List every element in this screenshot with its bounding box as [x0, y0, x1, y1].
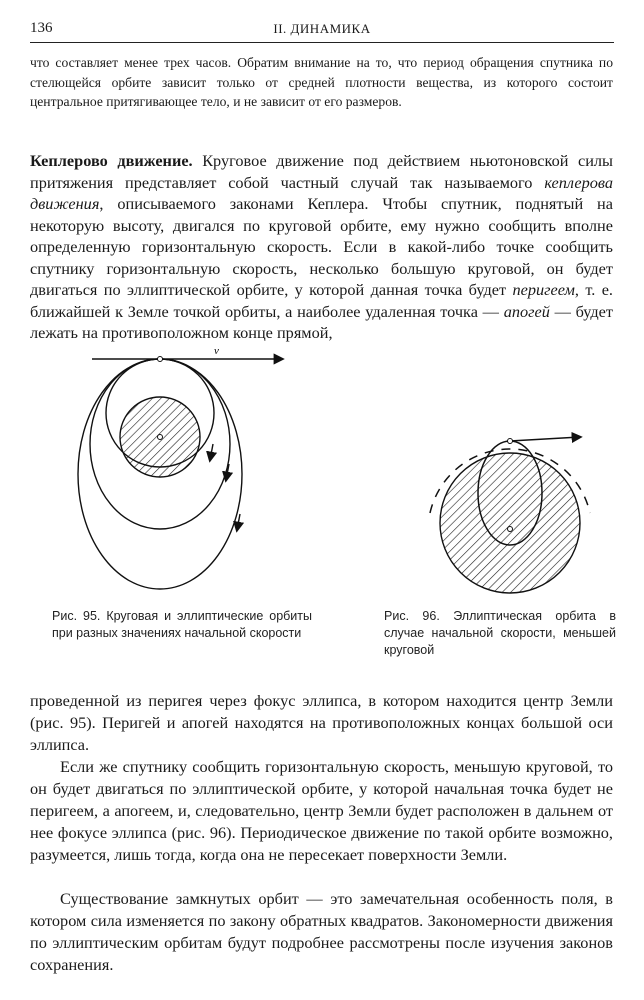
intro-paragraph: что составляет менее трех часов. Обратим внимание на то, что период обращения спутника по стелющейся орбите зависит только от средней плотности вещества, из которого состоит центральное притягивающее тело, и не зависит от его размеров.	[30, 55, 613, 109]
figure-96-diagram	[420, 428, 600, 598]
kepler-heading: Кеплерово движение.	[30, 151, 193, 170]
earth-disk	[440, 453, 580, 593]
kepler-text-4: — будет лежать на противоположном конце прямой,	[30, 301, 613, 342]
orbit-direction-arrow-1	[210, 444, 213, 460]
kepler-text-3: , т. е. ближайшей к Земле точкой орбиты, а наиболее удаленная точка —	[30, 280, 614, 321]
velocity-label: v	[214, 345, 219, 357]
page-number: 136	[30, 20, 53, 36]
kepler-paragraph	[30, 150, 613, 344]
section-title: II. ДИНАМИКА	[273, 21, 371, 36]
term-apogee: апогей	[503, 301, 550, 321]
continuation-paragraph: проведенной из перигея через фокус эллипса, в котором находится центр Земли (рис. 95). Перигей и апогей находятся на противоположных концах большой оси эллипса.	[30, 691, 613, 754]
orbit-direction-arrow-3	[237, 514, 240, 530]
closed-orbits-paragraph: Существование замкнутых орбит — это замечательная особенность поля, в котором сила изменяется по закону обратных квадратов. Закономерности движения по эллиптическим орбитам будут подробнее рассмотрены после изучения законов сохранения.	[30, 889, 613, 974]
velocity-tangent-line	[510, 437, 580, 441]
figure-96-caption: Рис. 96. Эллиптическая орбита в случае начальной скорости, меньшей круговой	[384, 609, 616, 657]
term-kepler-motion: кеплерова движения	[30, 172, 613, 213]
earth-center-point	[508, 527, 513, 532]
kepler-text-2: , описываемого законами Кеплера. Чтобы спутник, поднятый на некоторую высоту, двигался по круговой орбите, ему нужно сообщить вполне определенную горизонтальную скорость. Если в какой-либо точке сообщить спутнику горизонтальную скорость, несколько большую круговой, он будет двигаться по эллиптической орбите, у которой данная точка будет	[30, 194, 613, 299]
apogee-point	[508, 439, 513, 444]
term-perigee: перигеем	[512, 280, 575, 299]
figure-95-caption: Рис. 95. Круговая и эллиптические орбиты при разных значениях начальной скорости	[52, 609, 312, 640]
launch-point	[158, 357, 163, 362]
kepler-text-1: Круговое движение под действием ньютоновской силы притяжения представляет собой частный случай так называемого	[30, 151, 613, 192]
lower-speed-paragraph: Если же спутнику сообщить горизонтальную скорость, меньшую круговой, то он будет двигаться по эллиптической орбите, у которой начальная точка будет не перигеем, а апогеем, и, следовательно, центр Земли будет расположен в дальнем от нее фокусе эллипса (рис. 96). Периодическое движение по такой орбите возможно, разумеется, лишь тогда, когда она не пересекает поверхности Земли.	[30, 757, 613, 864]
figure-95-diagram	[86, 345, 286, 604]
earth-center-point	[158, 435, 163, 440]
page-header	[30, 20, 614, 43]
